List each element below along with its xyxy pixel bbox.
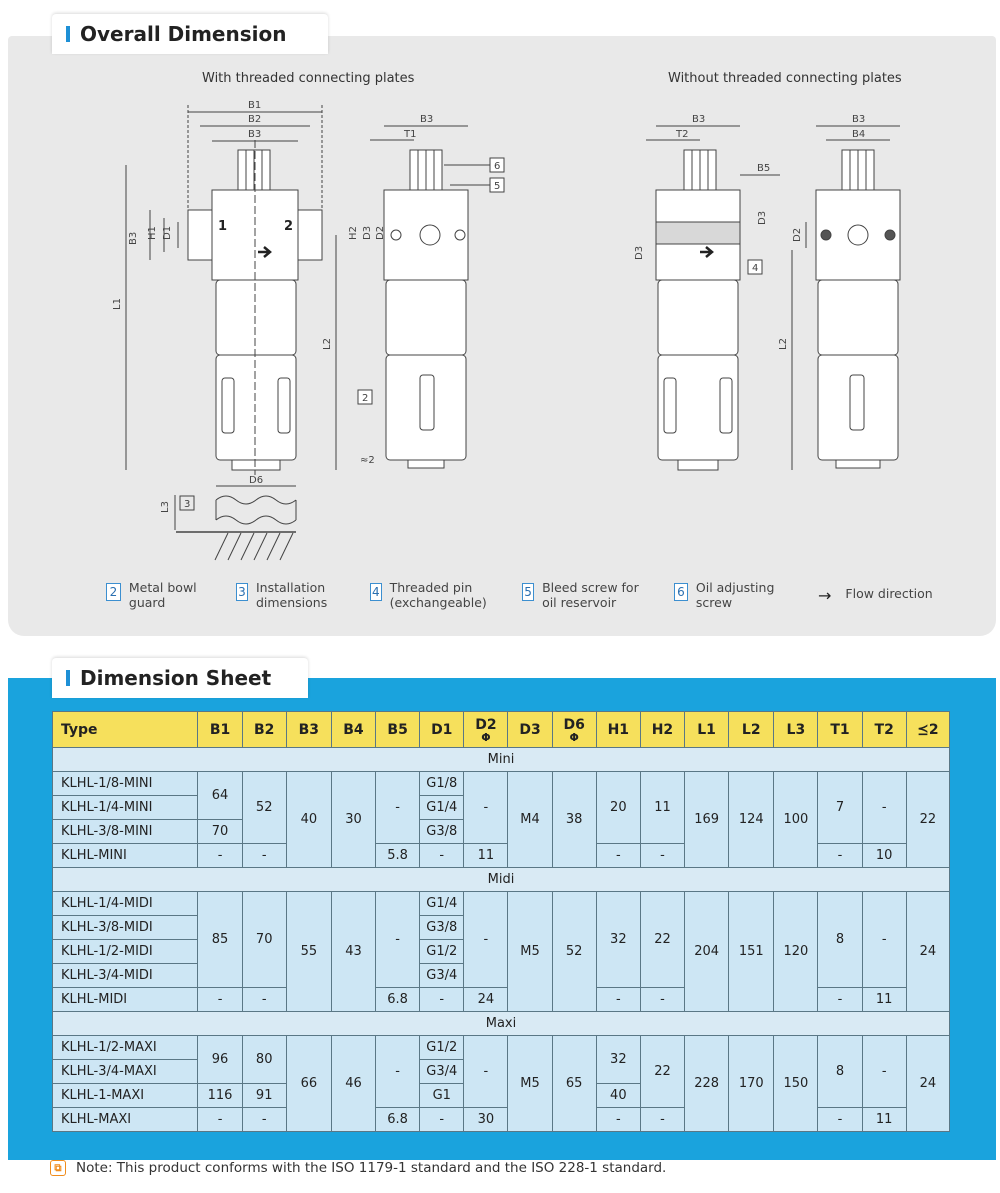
- type-cell: KLHL-MIDI: [53, 988, 198, 1012]
- view-front-with-plates: [112, 100, 336, 560]
- h1-cell: 40: [596, 1084, 640, 1108]
- svg-text:B3: B3: [128, 231, 139, 245]
- b1-cell: -: [198, 1108, 242, 1132]
- d1-cell: G1: [420, 1084, 464, 1108]
- b4-cell: 46: [331, 1036, 375, 1132]
- b5-cell: 6.8: [376, 1108, 420, 1132]
- b4-cell: 43: [331, 892, 375, 1012]
- t1-cell: -: [818, 844, 862, 868]
- phi-symbol: Φ: [569, 730, 579, 744]
- header-type: Type: [53, 712, 198, 748]
- b1-cell: 116: [198, 1084, 242, 1108]
- svg-text:D3: D3: [757, 210, 768, 225]
- d1-cell: G1/8: [420, 772, 464, 796]
- h2-cell: 11: [640, 772, 684, 844]
- t1-cell: 8: [818, 892, 862, 988]
- t1-cell: 7: [818, 772, 862, 844]
- legend-text: Bleed screw for oil reservoir: [542, 580, 639, 610]
- l3-cell: 120: [774, 892, 818, 1012]
- b2-cell: -: [242, 844, 286, 868]
- type-cell: KLHL-3/8-MIDI: [53, 916, 198, 940]
- legend-item: [818, 586, 948, 603]
- d6-cell: 65: [552, 1036, 596, 1132]
- type-cell: KLHL-3/8-MINI: [53, 820, 198, 844]
- svg-text:D2: D2: [792, 227, 803, 242]
- d2-cell: -: [464, 1036, 508, 1108]
- b3-cell: 55: [286, 892, 331, 1012]
- b2-cell: 91: [242, 1084, 286, 1108]
- b4-cell: 30: [331, 772, 375, 868]
- t1-cell: -: [818, 988, 862, 1012]
- d1-cell: G3/4: [420, 1060, 464, 1084]
- t2-cell: -: [862, 772, 906, 844]
- h1-cell: -: [596, 1108, 640, 1132]
- group-label: Maxi: [53, 1012, 950, 1036]
- d3-cell: M5: [508, 892, 552, 1012]
- header-d6: [552, 712, 596, 748]
- b3-cell: 66: [286, 1036, 331, 1132]
- d1-cell: G3/8: [420, 916, 464, 940]
- svg-text:2: 2: [362, 393, 369, 404]
- b5-cell: -: [376, 1036, 420, 1108]
- l2-cell: 124: [729, 772, 774, 868]
- h2-cell: 22: [640, 1036, 684, 1108]
- t1-cell: 8: [818, 1036, 862, 1108]
- svg-text:B4: B4: [852, 129, 866, 140]
- d6-cell: 38: [552, 772, 596, 868]
- h2-cell: -: [640, 844, 684, 868]
- standards-note: [50, 1160, 666, 1176]
- legend-item: [674, 580, 784, 610]
- view-front-without-plates: [634, 114, 780, 470]
- svg-text:B3: B3: [692, 114, 706, 125]
- d1-cell: G1/4: [420, 796, 464, 820]
- dimension-sheet-tab: [52, 658, 308, 698]
- t1-cell: -: [818, 1108, 862, 1132]
- svg-text:5: 5: [494, 181, 501, 192]
- h1-cell: 32: [596, 1036, 640, 1084]
- t2-cell: 10: [862, 844, 906, 868]
- t2-cell: -: [862, 892, 906, 988]
- t2-cell: 11: [862, 1108, 906, 1132]
- header-wrench-size: ⪯2: [906, 712, 949, 748]
- header-l1: L1: [685, 712, 729, 748]
- legend-text: Threaded pin (exchangeable): [389, 580, 487, 610]
- technical-drawing: [0, 0, 1000, 580]
- overall-dimension-title: Overall Dimension: [80, 22, 287, 46]
- header-d2: [464, 712, 508, 748]
- svg-text:B3: B3: [420, 114, 434, 125]
- legend-number: 2: [106, 583, 121, 601]
- table-row: [53, 892, 950, 916]
- svg-text:L2: L2: [322, 338, 333, 350]
- type-cell: KLHL-1/2-MAXI: [53, 1036, 198, 1060]
- table-header-row: [53, 712, 950, 748]
- type-cell: KLHL-3/4-MIDI: [53, 964, 198, 988]
- legend-item: [370, 580, 500, 610]
- b5-cell: -: [376, 892, 420, 988]
- tab-accent-bar: [66, 670, 70, 686]
- wrench-cell: 22: [906, 772, 949, 868]
- d2-cell: 30: [464, 1108, 508, 1132]
- dimension-sheet-title: Dimension Sheet: [80, 666, 272, 690]
- legend-item: [522, 580, 652, 610]
- header-t1: T1: [818, 712, 862, 748]
- book-icon: ⧉: [50, 1160, 66, 1176]
- h2-cell: -: [640, 1108, 684, 1132]
- h2-cell: -: [640, 988, 684, 1012]
- h1-cell: -: [596, 844, 640, 868]
- view-side-without-plates: [778, 114, 900, 470]
- t2-cell: -: [862, 1036, 906, 1108]
- legend-item: [106, 580, 216, 610]
- header-b4: B4: [331, 712, 375, 748]
- type-cell: KLHL-1-MAXI: [53, 1084, 198, 1108]
- svg-text:≈2: ≈2: [360, 455, 375, 466]
- svg-text:L1: L1: [112, 298, 123, 310]
- legend-item: [236, 580, 346, 610]
- svg-text:L2: L2: [778, 338, 789, 350]
- b2-cell: 70: [242, 892, 286, 988]
- b5-cell: 5.8: [376, 844, 420, 868]
- svg-text:B2: B2: [248, 114, 262, 125]
- header-d3: D3: [508, 712, 552, 748]
- svg-text:H2: H2: [348, 226, 359, 240]
- h1-cell: 32: [596, 892, 640, 988]
- group-label: Midi: [53, 868, 950, 892]
- svg-text:3: 3: [184, 499, 191, 510]
- legend-text: Installation dimensions: [255, 580, 328, 610]
- header-h1: H1: [596, 712, 640, 748]
- b2-cell: 80: [242, 1036, 286, 1084]
- b1-cell: 70: [198, 820, 242, 844]
- d1-cell: G3/8: [420, 820, 464, 844]
- type-cell: KLHL-1/4-MINI: [53, 796, 198, 820]
- svg-text:2: 2: [284, 219, 294, 234]
- svg-text:B3: B3: [852, 114, 866, 125]
- header-d2-label: D2: [475, 716, 497, 733]
- d1-cell: -: [420, 844, 464, 868]
- b1-cell: 85: [198, 892, 242, 988]
- b1-cell: -: [198, 844, 242, 868]
- b2-cell: 52: [242, 772, 286, 844]
- d2-cell: -: [464, 892, 508, 988]
- t2-cell: 11: [862, 988, 906, 1012]
- header-d1: D1: [420, 712, 464, 748]
- svg-text:T2: T2: [676, 129, 689, 140]
- legend-text: Flow direction: [845, 586, 933, 601]
- header-l2: L2: [729, 712, 774, 748]
- d3-cell: M4: [508, 772, 552, 868]
- svg-text:1: 1: [218, 219, 228, 234]
- caption-with-plates: With threaded connecting plates: [202, 71, 415, 86]
- d1-cell: G3/4: [420, 964, 464, 988]
- view-side-with-plates: [348, 114, 504, 468]
- header-t2: T2: [862, 712, 906, 748]
- type-cell: KLHL-3/4-MAXI: [53, 1060, 198, 1084]
- d2-cell: -: [464, 772, 508, 844]
- b2-cell: -: [242, 988, 286, 1012]
- phi-symbol: Φ: [481, 730, 491, 744]
- l2-cell: 170: [729, 1036, 774, 1132]
- legend-number: 6: [674, 583, 688, 601]
- legend-text: Metal bowl guard: [128, 580, 197, 610]
- caption-without-plates: Without threaded connecting plates: [668, 71, 902, 86]
- h1-cell: 20: [596, 772, 640, 844]
- header-b2: B2: [242, 712, 286, 748]
- d3-cell: M5: [508, 1036, 552, 1132]
- d6-cell: 52: [552, 892, 596, 1012]
- legend-text: Oil adjusting screw: [695, 580, 775, 610]
- table-row: [53, 772, 950, 796]
- group-row-mini: [53, 748, 950, 772]
- h1-cell: -: [596, 988, 640, 1012]
- header-b1: B1: [198, 712, 242, 748]
- type-cell: KLHL-1/8-MINI: [53, 772, 198, 796]
- header-h2: H2: [640, 712, 684, 748]
- svg-text:D3: D3: [362, 225, 373, 240]
- type-cell: KLHL-MAXI: [53, 1108, 198, 1132]
- d2-cell: 11: [464, 844, 508, 868]
- header-b3: B3: [286, 712, 331, 748]
- svg-text:H1: H1: [147, 226, 158, 240]
- svg-text:B1: B1: [248, 100, 262, 111]
- legend-number: 5: [522, 583, 534, 601]
- svg-text:D3: D3: [634, 245, 645, 260]
- b2-cell: -: [242, 1108, 286, 1132]
- wrench-cell: 24: [906, 1036, 949, 1132]
- header-l3: L3: [774, 712, 818, 748]
- legend: [0, 580, 1000, 616]
- dimension-table: [52, 711, 950, 1132]
- header-d6-label: D6: [563, 716, 585, 733]
- l1-cell: 169: [685, 772, 729, 868]
- svg-text:T1: T1: [404, 129, 417, 140]
- legend-number: 4: [370, 583, 382, 601]
- l2-cell: 151: [729, 892, 774, 1012]
- table-row: [53, 1036, 950, 1060]
- svg-text:B5: B5: [757, 163, 771, 174]
- svg-text:4: 4: [752, 263, 759, 274]
- wrench-cell: 24: [906, 892, 949, 1012]
- d2-cell: 24: [464, 988, 508, 1012]
- l1-cell: 204: [685, 892, 729, 1012]
- b1-cell: -: [198, 988, 242, 1012]
- svg-text:6: 6: [494, 161, 501, 172]
- svg-text:L3: L3: [160, 501, 171, 513]
- note-text: Note: This product conforms with the ISO 1179-1 standard and the ISO 228-1 standard.: [76, 1160, 667, 1176]
- type-cell: KLHL-MINI: [53, 844, 198, 868]
- b1-cell: 96: [198, 1036, 242, 1084]
- b1-cell: 64: [198, 772, 242, 820]
- b5-cell: 6.8: [376, 988, 420, 1012]
- d1-cell: -: [420, 988, 464, 1012]
- l3-cell: 100: [774, 772, 818, 868]
- group-row-midi: [53, 868, 950, 892]
- group-label: Mini: [53, 748, 950, 772]
- type-cell: KLHL-1/2-MIDI: [53, 940, 198, 964]
- svg-text:D1: D1: [162, 225, 173, 240]
- d1-cell: G1/4: [420, 892, 464, 916]
- svg-text:D6: D6: [249, 475, 264, 486]
- b5-cell: -: [376, 772, 420, 844]
- d1-cell: -: [420, 1108, 464, 1132]
- d1-cell: G1/2: [420, 1036, 464, 1060]
- group-row-maxi: [53, 1012, 950, 1036]
- b3-cell: 40: [286, 772, 331, 868]
- d1-cell: G1/2: [420, 940, 464, 964]
- h2-cell: 22: [640, 892, 684, 988]
- header-b5: B5: [376, 712, 420, 748]
- legend-number: 3: [236, 583, 248, 601]
- svg-text:D2: D2: [375, 225, 386, 240]
- l3-cell: 150: [774, 1036, 818, 1132]
- type-cell: KLHL-1/4-MIDI: [53, 892, 198, 916]
- flow-arrow-icon: →: [818, 586, 832, 605]
- svg-text:B3: B3: [248, 129, 262, 140]
- l1-cell: 228: [685, 1036, 729, 1132]
